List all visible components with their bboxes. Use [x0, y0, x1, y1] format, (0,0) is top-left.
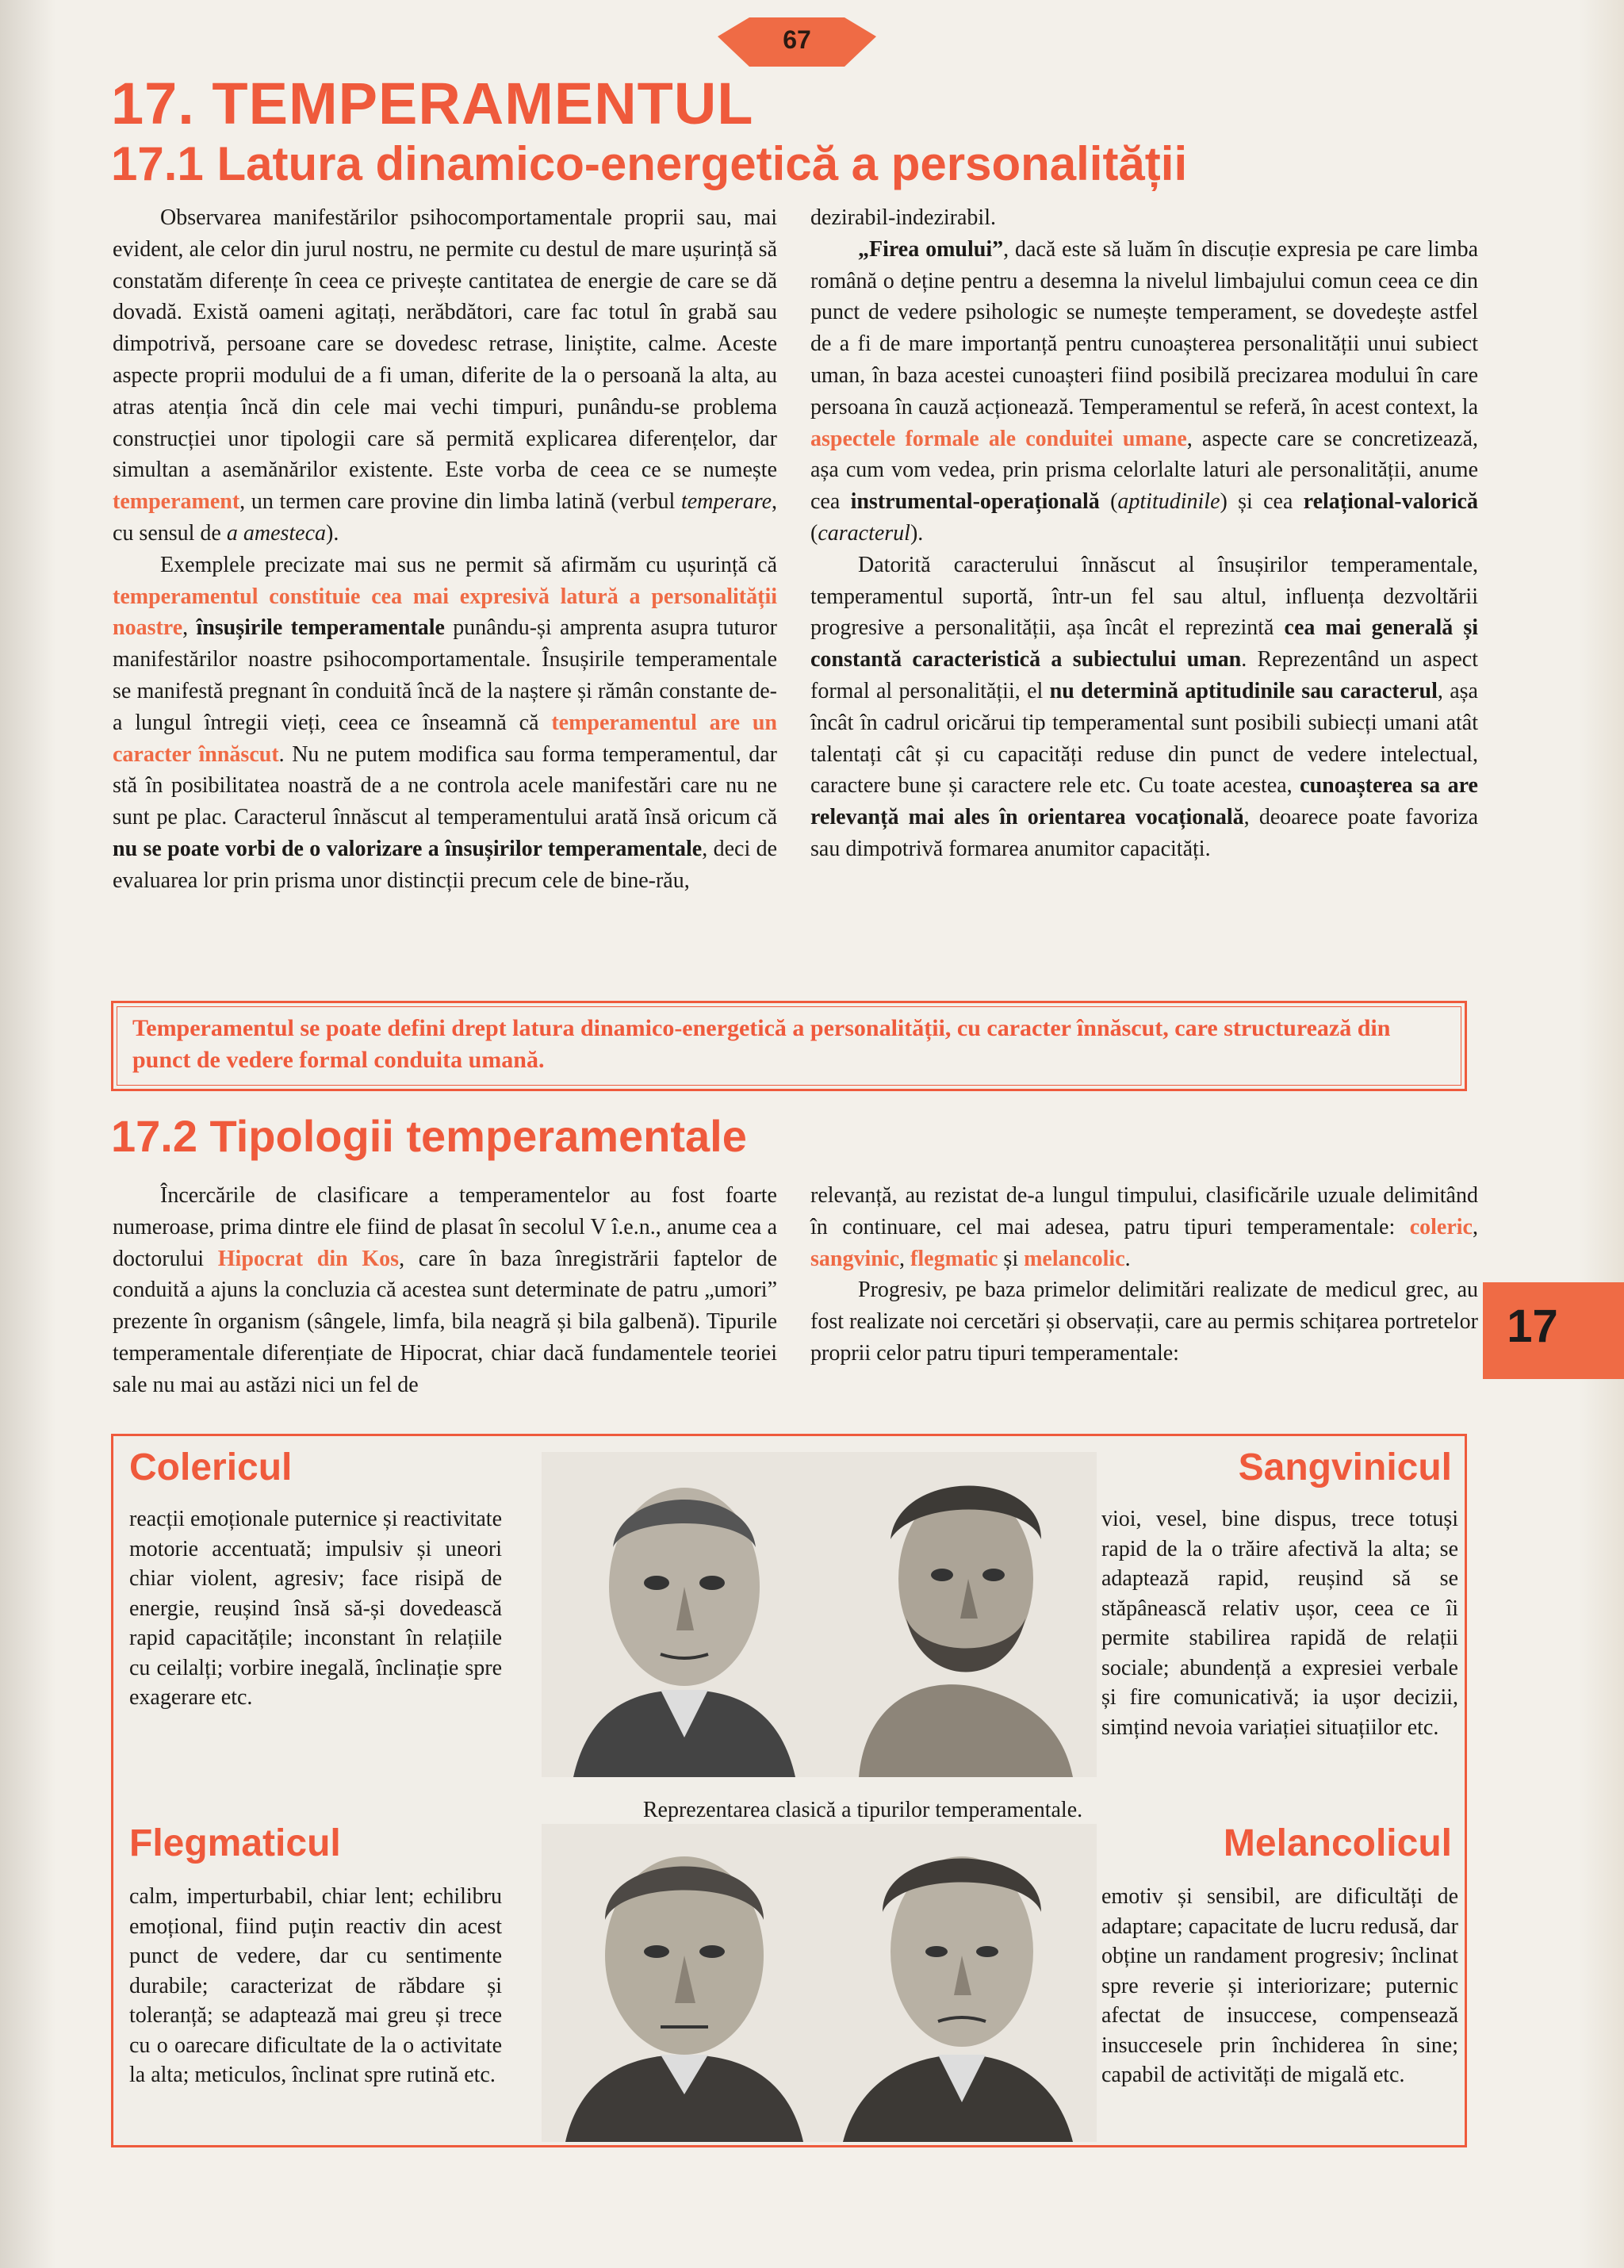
- highlight-term: aspectele formale ale conduitei umane: [810, 426, 1187, 451]
- portraits-caption: Reprezentarea clasică a tipurilor temperamentale.: [534, 1797, 1192, 1824]
- type-desc-choleric: reacții emoționale puternice și reactivitate motorie accentuată; impulsiv și uneori chiar violent, agresiv; face risipă de energie, reușind însă să-și dovedească rapid capacitățile; inconstant în relațiile cu ceilalți; vorbire inegală, înclinație spre exagerare etc.: [129, 1507, 502, 1710]
- phlegmatic-portrait-image: [542, 1817, 827, 2142]
- type-heading-sanguine: Sangvinicul: [1238, 1446, 1452, 1488]
- type-desc-sanguine: vioi, vesel, bine dispus, trece totuși rapid de la o trăire afectivă la alta; se adaptează rapid, reușind să se stăpânească relativ ușor, ceea ce îi permite stabilirea rapidă de relații sociale; abundență a expresiei verbale și fire comunicativă; ia ușor decizii, simțind nevoia variației situațiilor etc.: [1101, 1507, 1458, 1740]
- paragraph: Observarea manifestărilor psihocomportamentale proprii sau, mai evident, ale celor din jurul nostru, ne permite cu destul de mare ușurință să constatăm diferențe în ceea ce privește cantitatea de energie de care se dă dovadă. Există oameni agitați, nerăbdători, care fac totul în grabă sau dimpotrivă, persoane care se dovedesc retrase, liniștite, calme. Aceste aspecte proprii modului de a fi uman, diferite de la o persoană la alta, au atras atenția încă din cele mai vechi timpuri, punându-se problema construcției unor tipologii care să permită explicarea diferențelor, dar simultan a asemănărilor existente. Este vorba de ceea ce se numește temperament, un termen care provine din limba latină (verbul temperare, cu sensul de a amesteca).: [113, 205, 777, 546]
- section2-right-column: [810, 1180, 1478, 1370]
- definition-text: Temperamentul se poate defini drept latura dinamico-energetică a personalității, cu caracter înnăscut, care structurează din punct de vedere formal conduita umană.: [132, 1015, 1391, 1073]
- type-heading-phlegmatic: Flegmaticul: [129, 1822, 341, 1864]
- highlight-term: temperament: [113, 489, 240, 515]
- paragraph: Exemplele precizate mai sus ne permit să afirmăm cu ușurință că temperamentul constituie cea mai expresivă latură a personalității noastre, însușirile temperamentale punându-și amprenta asupra tuturor manifestărilor noastre psihocomportamentale. Însușirile temperamentale se manifestă pregnant în conduită încă de la naștere și rămân constante de-a lungul întregii vieți, ceea ce înseamnă că temperamentul are un caracter înnăscut. Nu ne putem modifica sau forma temperamentul, dar stă în posibilitatea noastră de a ne controla acele manifestări care nu ne sunt pe plac. Caracterul înnăscut al temperamentului arată însă oricum că nu se poate vorbi de o valorizare a însușirilor temperamentale, deci de evaluarea lor prin prisma unor distincții precum cele de bine-rău,: [113, 552, 778, 893]
- paragraph: „Firea omului”, dacă este să luăm în discuție expresia pe care limba română o deține pentru a desemna la nivelul limbajului comun ceea ce din punct de vedere psihologic se numește temperament, se dovedește astfel de a fi de mare importanță pentru cunoașterea personalității unui subiect uman, în baza acestei cunoașteri fiind posibilă precizarea modului în care persoana în cauză acționează. Temperamentul se referă, în acest context, la aspectele formale ale conduitei umane, aspecte care se concretizează, așa cum vom vedea, prin prisma celorlalte laturi ale personalității, anume cea instrumental-operațională (aptitudinile) și cea relațional-valorică (caracterul).: [810, 236, 1478, 546]
- section-title-2: 17.2 Tipologii temperamentale: [111, 1111, 747, 1161]
- paragraph: Datorită caracterului înnăscut al însușirilor temperamentale, temperamentul suportă, într-un fel sau altul, influența dezvoltării progresive a personalității, așa încât el reprezintă cea mai generală și constantă caracteristică a subiectului uman. Reprezentând un aspect formal al personalității, el nu determină aptitudinile sau caracterul, așa încât în cadrul oricărui tip temperamental sunt posibili subiecți umani atât talentați cât și cu capacități reduse din punct de vedere intelectual, caractere bune și caractere rele etc. Cu toate acestea, cunoașterea sa are relevanță mai ales în orientarea vocațională, deoarece poate favoriza sau dimpotrivă formarea anumitor capacități.: [810, 552, 1478, 861]
- highlight-term: Hipocrat din Kos: [217, 1246, 400, 1271]
- definition-box: [111, 1001, 1467, 1091]
- melancholic-portrait-image: [811, 1817, 1097, 2142]
- section2-left-column: [113, 1180, 777, 1401]
- sanguine-portrait-image: [811, 1452, 1097, 1777]
- page-number-tab: [718, 14, 876, 70]
- type-heading-choleric: Colericul: [129, 1446, 293, 1488]
- chapter-tab: [1483, 1282, 1624, 1379]
- type-desc-melancholic: emotiv și sensibil, are dificultăți de adaptare; capacitate de lucru redusă, dar obține un randament progresiv; înclinat spre reverie și interiorizare; puternic afectat de insuccese, compensează insuccesele prin închiderea în sine; capabil de activități de migală etc.: [1101, 1884, 1458, 2087]
- choleric-portrait-image: [542, 1452, 827, 1777]
- page-binding-shadow: [0, 0, 56, 2268]
- section-title: 17.1 Latura dinamico-energetică a personalității: [111, 137, 1188, 190]
- highlight-term: temperamentul are un caracter înnăscut: [113, 710, 778, 767]
- type-heading-melancholic: Melancolicul: [1223, 1822, 1452, 1864]
- paragraph: relevanță, au rezistat de-a lungul timpului, clasificările uzuale delimitând în continuare, cel mai adesea, patru tipuri temperamentale: coleric, sangvinic, flegmatic și melancolic.: [810, 1183, 1478, 1271]
- section1-right-column: [810, 202, 1478, 865]
- page-right-edge: [1578, 0, 1624, 2268]
- paragraph: Încercările de clasificare a temperamentelor au fost foarte numeroase, prima dintre ele fiind de plasat în secolul V î.e.n., anume cea a doctorului Hipocrat din Kos, care în baza înregistrării faptelor de conduită a ajuns la concluzia că acestea sunt determinate de patru „umori” prezente în organism (sângele, limfa, bila neagră și bila galbenă). Tipurile temperamentale diferențiate de Hipocrat, chiar dacă fundamentele teoriei sale nu mai au astăzi nici un fel de: [113, 1183, 777, 1397]
- section1-left-column: [113, 202, 777, 897]
- temperament-types-panel: [111, 1434, 1467, 2147]
- chapter-title: 17. TEMPERAMENTUL: [111, 71, 754, 136]
- paragraph: Progresiv, pe baza primelor delimitări realizate de medicul grec, au fost realizate noi cercetări și observații, care au permis schițarea portretelor proprii celor patru tipuri temperamentale:: [810, 1278, 1478, 1366]
- type-desc-phlegmatic: calm, imperturbabil, chiar lent; echilibru emoțional, fiind puțin reactiv din acest punct de vedere, dar cu sentimente durabile; caracterizat de răbdare și toleranță; se adaptează mai greu și trece cu o oarecare dificultate de la o activitate la alta; meticulos, înclinat spre rutină etc.: [129, 1884, 502, 2087]
- highlight-term: temperamentul constituie cea mai expresivă latură a personalității noastre: [113, 584, 777, 641]
- paragraph: dezirabil-indezirabil.: [810, 205, 996, 230]
- page-number: 67: [783, 25, 811, 54]
- chapter-tab-label: 17: [1507, 1301, 1558, 1352]
